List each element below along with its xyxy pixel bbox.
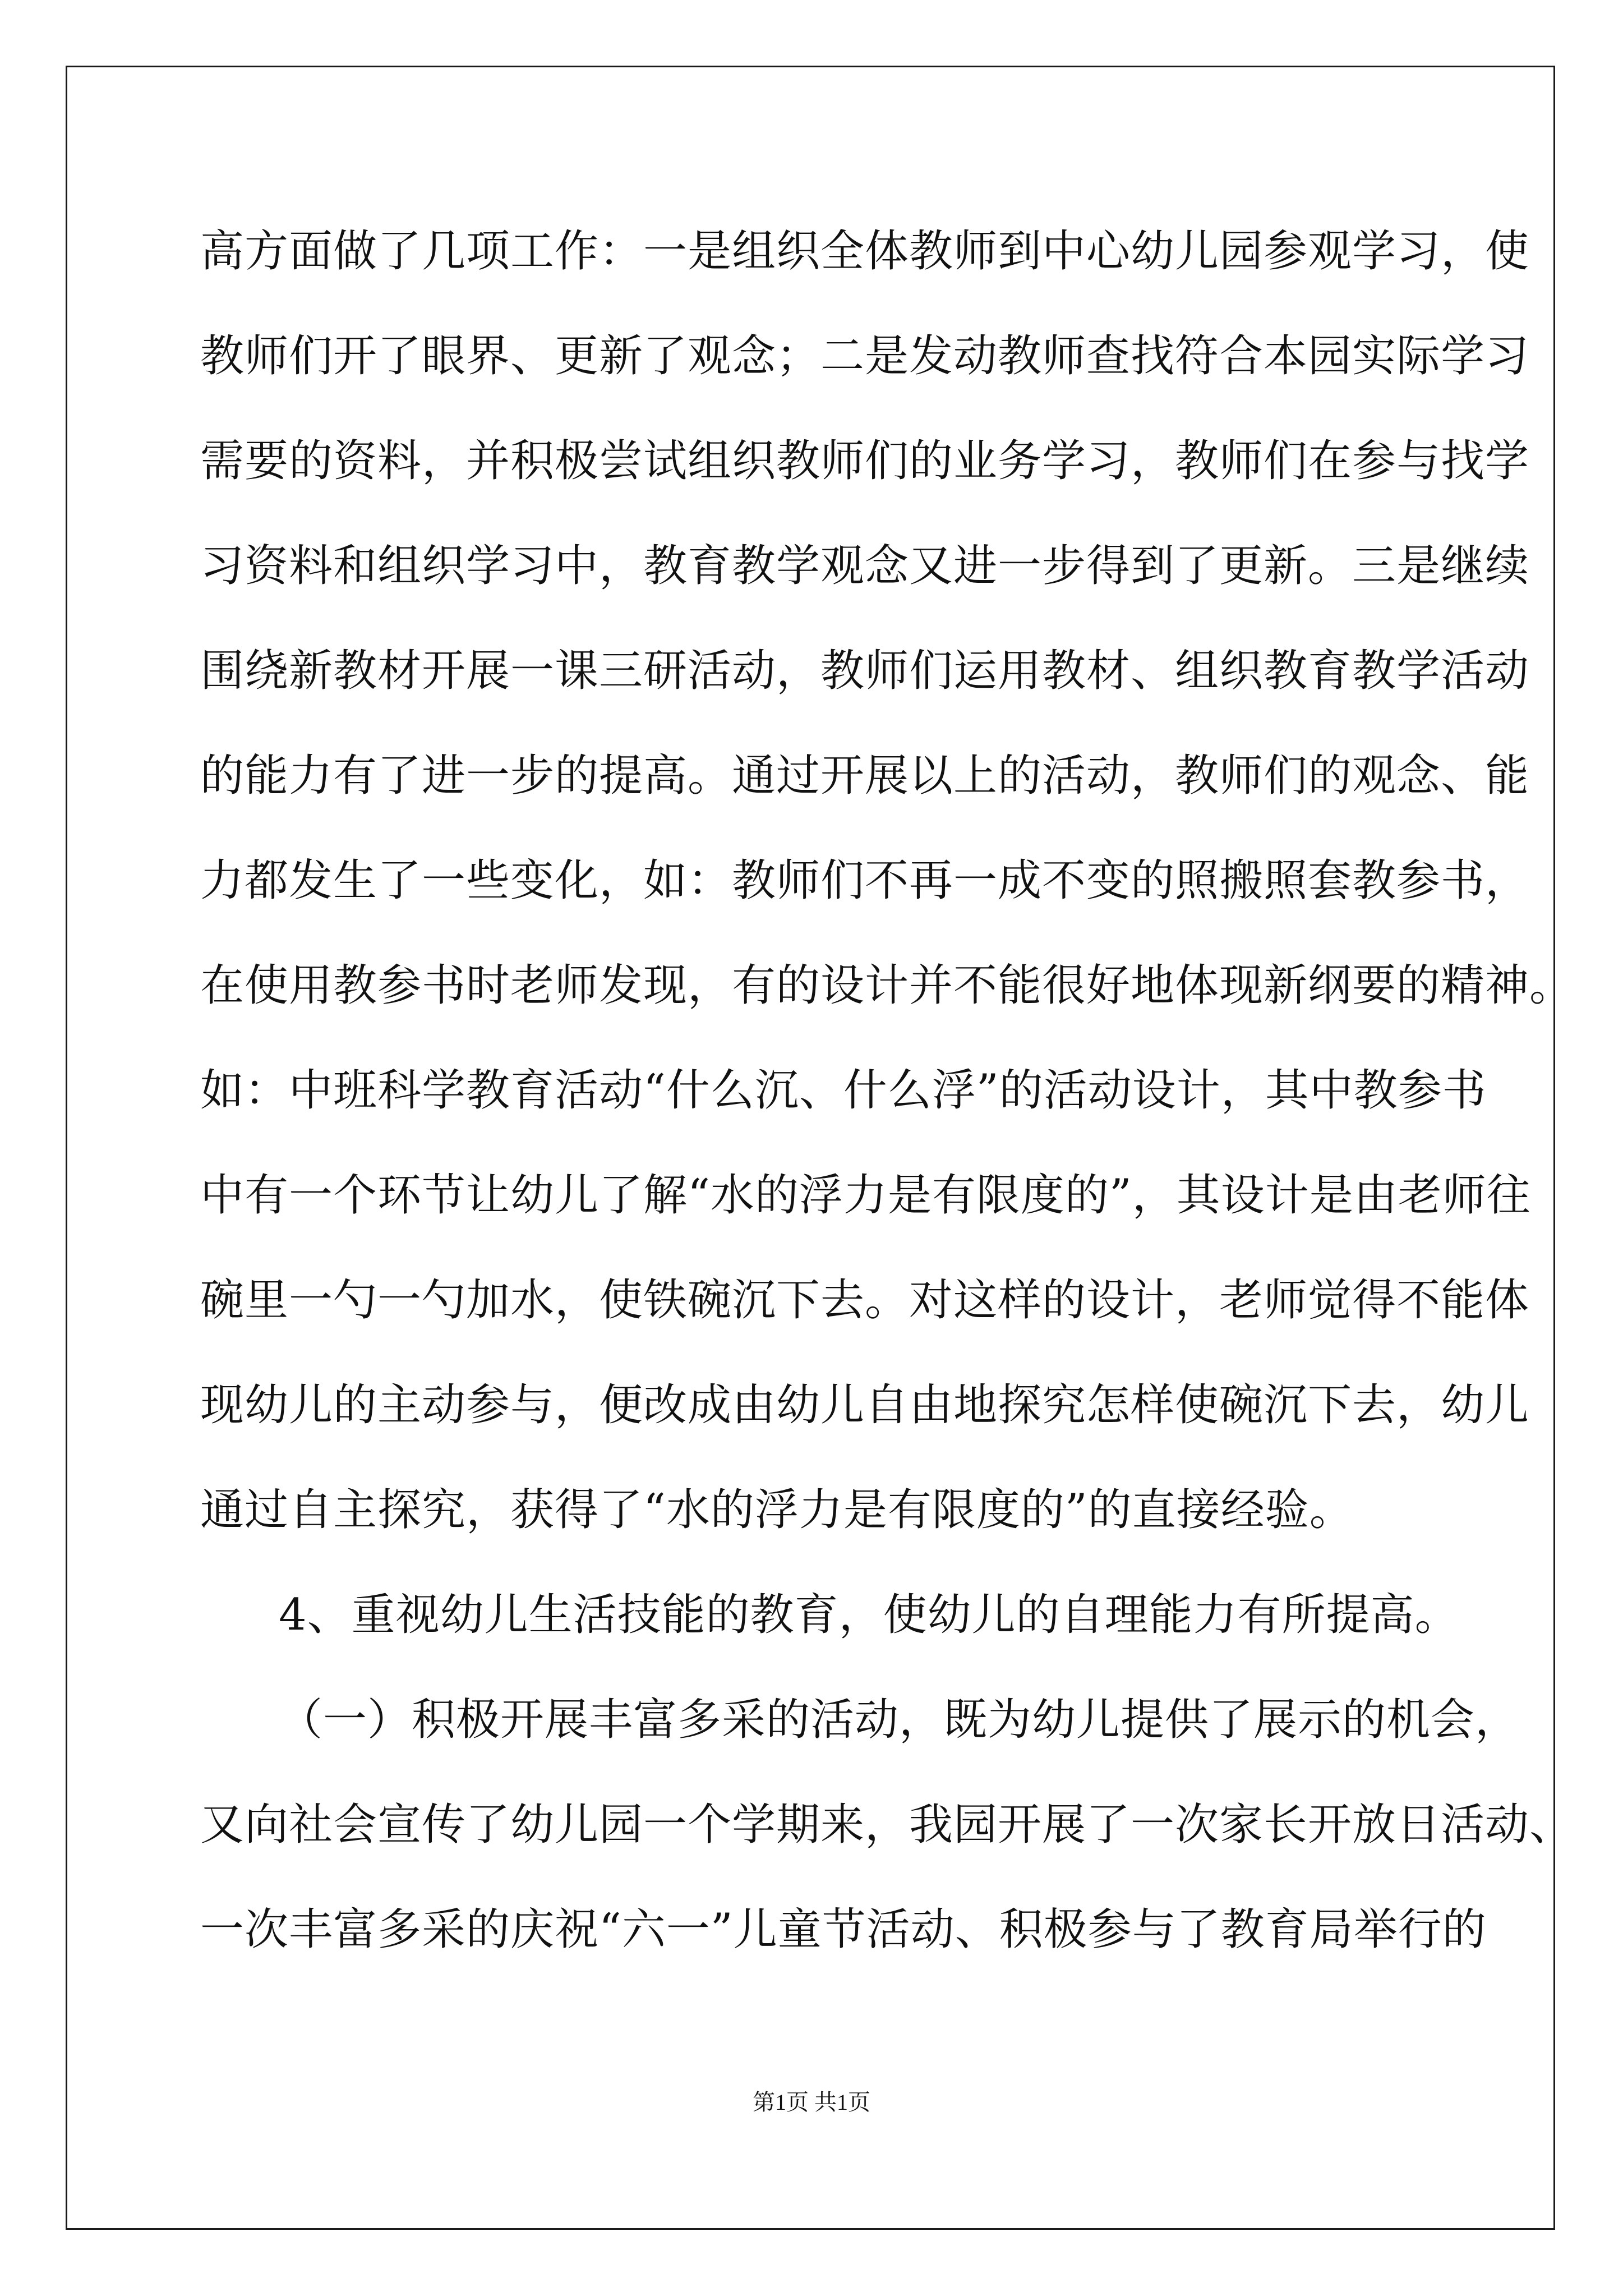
text-line: 的能力有了进一步的提高。通过开展以上的活动，教师们的观念、能	[200, 751, 1530, 801]
text-line: 需要的资料，并积极尝试组织教师们的业务学习，教师们在参与找学	[200, 436, 1530, 486]
text-line: 碗里一勺一勺加水，使铁碗沉下去。对这样的设计，老师觉得不能体	[200, 1275, 1530, 1326]
text-line: 教师们开了眼界、更新了观念；二是发动教师查找符合本园实际学习	[200, 331, 1530, 381]
text-line: 习资料和组织学习中，教育教学观念又进一步得到了更新。三是继续	[200, 541, 1530, 591]
page-number: 第1页 共1页	[753, 2090, 870, 2115]
text-line: 现幼儿的主动参与，便改成由幼儿自由地探究怎样使碗沉下去，幼儿	[200, 1380, 1530, 1430]
text-line: 在使用教参书时老师发现，有的设计并不能很好地体现新纲要的精神。	[200, 960, 1574, 1011]
text-line: 如：中班科学教育活动“什么沉、什么浮”的活动设计，其中教参书	[200, 1065, 1487, 1116]
text-line: 一次丰富多采的庆祝“六一”儿童节活动、积极参与了教育局举行的	[200, 1904, 1487, 1955]
text-line: 通过自主探究，获得了“水的浮力是有限度的”的直接经验。	[200, 1485, 1354, 1535]
text-line: 力都发生了一些变化，如：教师们不再一成不变的照搬照套教参书，	[200, 855, 1530, 906]
text-line: 又向社会宣传了幼儿园一个学期来，我园开展了一次家长开放日活动、	[200, 1800, 1574, 1850]
text-line: 中有一个环节让幼儿了解“水的浮力是有限度的”，其设计是由老师往	[200, 1170, 1531, 1221]
text-line: 围绕新教材开展一课三研活动，教师们运用教材、组织教育教学活动	[200, 646, 1530, 696]
text-line: 高方面做了几项工作：一是组织全体教师到中心幼儿园参观学习，使	[200, 226, 1530, 277]
text-line: 4、重视幼儿生活技能的教育，使幼儿的自理能力有所提高。	[279, 1590, 1459, 1640]
text-line: （一）积极开展丰富多采的活动，既为幼儿提供了展示的机会，	[279, 1695, 1520, 1745]
